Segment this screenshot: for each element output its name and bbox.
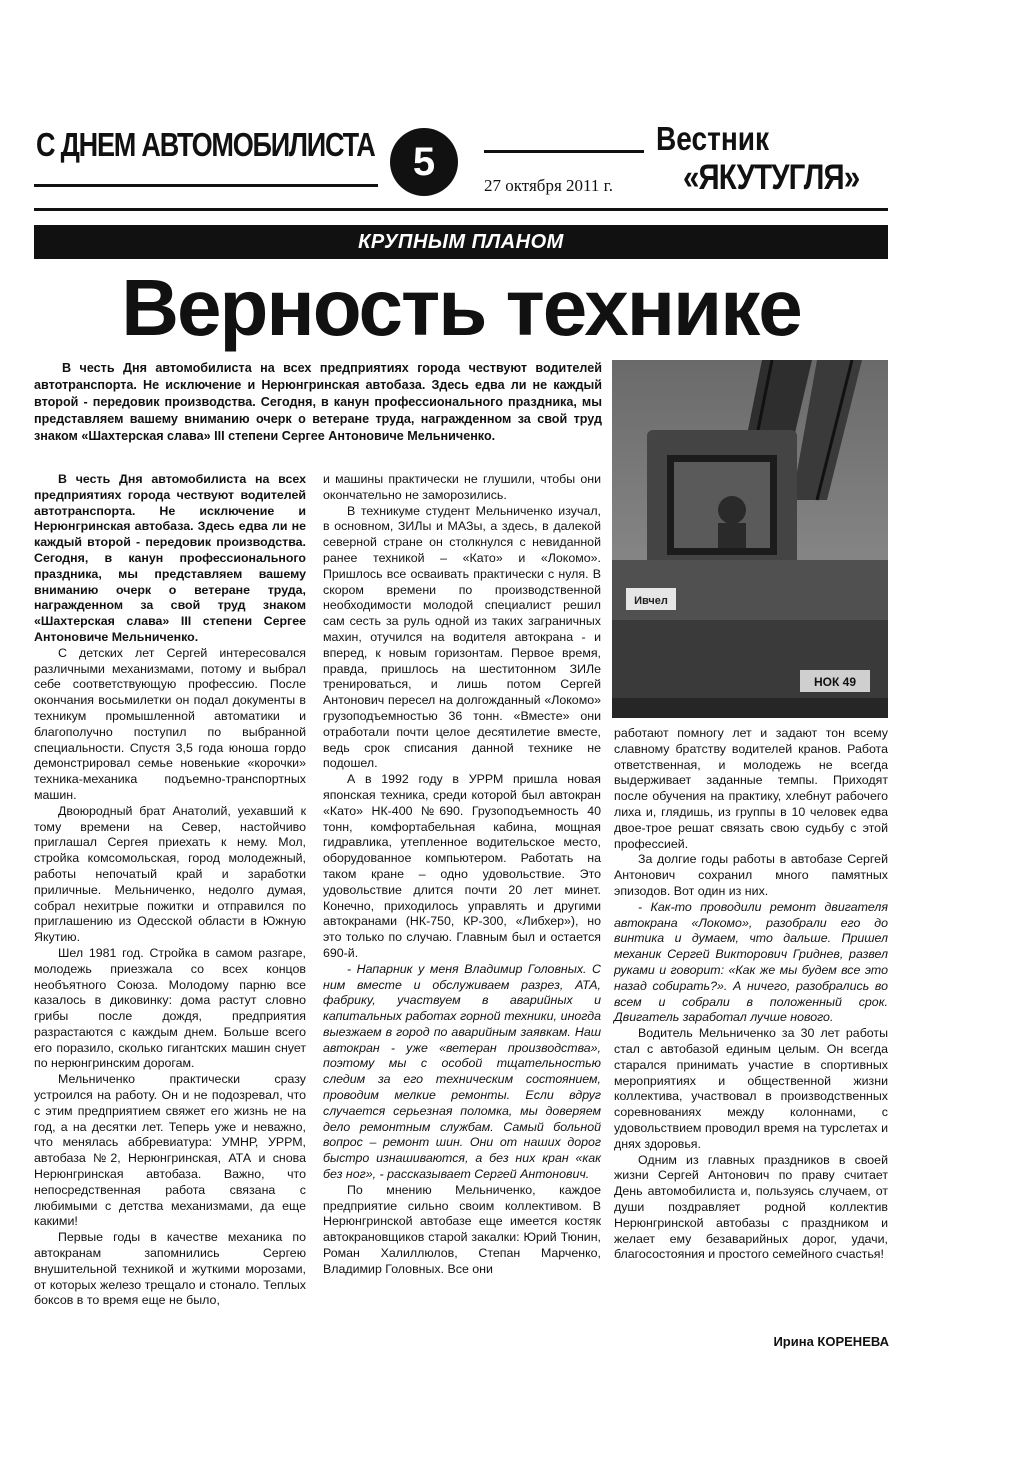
author-byline: Ирина КОРЕНЕВА bbox=[773, 1334, 889, 1349]
rubric-label: КРУПНЫМ ПЛАНОМ bbox=[358, 230, 564, 253]
column-paragraph: В техникуме студент Мельниченко изучал, в основном, ЗИЛы и МАЗы, а здесь, в далекой северной стране он столкнулся с невиданной ранее техникой – «Като» и «Локомо». Пришлось все осваивать практически с нуля. В скором времени по производственной необходимости молодой специалист решил сам сесть за руль одной из таких заграничных махин, отучился на водителя автокрана - и вперед, к новым горизонтам. Первое время, правда, пришлось на шеститонном ЗИЛе тренироваться, и лишь потом Сергей Антонович пересел на долгожданный «Локомо» грузоподъемностью 36 тонн. «Вместе» они отработали почти целое десятилетие вместе, ведь срок списания данной технике не подошел. bbox=[323, 503, 601, 771]
page-number: 5 bbox=[412, 139, 436, 184]
column-paragraph: Первые годы в качестве механика по автокранам запомнились Сергею внушительной техникой и жуткими морозами, от которых железо трещало и стонало. Теплых боксов в то время еще не было, bbox=[34, 1230, 306, 1308]
column-paragraph: По мнению Мельниченко, каждое предприятие сильно своим коллективом. В Нерюнгринской автобазе еще имеется костяк автокрановщиков старой закалки: Юрий Тюнин, Роман Халиллюлов, Степан Марченко, Владимир Головных. Все они bbox=[323, 1182, 601, 1276]
column-paragraph: Шел 1981 год. Стройка в самом разгаре, молодежь приезжала со всех концов необъятного Союза. Молодому парню все казалось в диковинку: дома растут словно грибы после дождя, предприятия разрастаются с каждым днем. Больше всего его поразило, сколько гигантских машин снует по нерюнгринским дорогам. bbox=[34, 945, 306, 1071]
column-paragraph: Водитель Мельниченко за 30 лет работы стал с автобазой единым целым. Он всегда старался принимать участие в спортивных мероприятиях и общественной жизни коллектива, участвовал в производственных соревнованиях между колоннами, с удовольствием проводил время на турслетах и днях здоровья. bbox=[614, 1026, 888, 1151]
lead-paragraph: В честь Дня автомобилиста на всех предприятиях города чествуют водителей автотранспорта. Не исключение и Нерюнгринская автобаза. Здесь едва ли не каждый второй - передовик производства. Сегодня, в канун профессионального праздника, мы представляем вашему вниманию очерк о ветеране труда, награжденном за свой труд знаком «Шахтерская слава» III степени Сергее Антоновиче Мельниченко. bbox=[34, 361, 602, 443]
page-number-badge bbox=[390, 128, 458, 196]
column-paragraph: Одним из главных праздников в своей жизни Сергей Антонович по праву считает День автомобилиста и, пользуясь случаем, от души поздравляет родной коллектив Нерюнгринской автобазы с праздником и желает ему безаварийных дорог, удачи, благосостояния и простого семейного счастья! bbox=[614, 1152, 888, 1262]
column-paragraph: За долгие годы работы в автобазе Сергей Антонович сохранил много памятных эпизодов. Вот один из них. bbox=[614, 852, 888, 898]
column-paragraph: и машины практически не глушили, чтобы они окончательно не заморозились. bbox=[323, 472, 601, 502]
date-overline bbox=[484, 150, 644, 153]
column-paragraph: В честь Дня автомобилиста на всех предприятиях города чествуют водителей автотранспорта. Не исключение и Нерюнгринская автобаза. Здесь едва ли не каждый второй - передовик производства. Сегодня, в канун профессионального праздника, мы представляем вашему вниманию очерк о ветеране труда, награжденном за свой труд знаком «Шахтерская слава» III степени Сергее Антоновиче Мельниченко. bbox=[34, 472, 306, 644]
article-column-1 bbox=[34, 472, 306, 1309]
publication-name-line2: «ЯКУТУГЛЯ» bbox=[683, 158, 860, 197]
crane-photo bbox=[612, 360, 888, 718]
header-bottom-rule bbox=[34, 208, 888, 211]
crane-sign-text: Ивчел bbox=[634, 595, 668, 607]
column-quote-paragraph: - Как-то проводили ремонт двигателя автокрана «Локомо», разобрали его до винтика и думаем, что дальше. Пришел механик Сергей Викторович Гриднев, развел руками и говорит: «Как же мы будем все это назад собирать?». А ничего, разобрались во всем и собрали в положенный срок. Двигатель заработал лучше нового. bbox=[614, 899, 888, 1025]
article-column-3 bbox=[614, 726, 888, 1263]
column-quote-paragraph: - Напарник у меня Владимир Головных. С ним вместе и обслуживаем разрез, АТА, фабрику, участвуем в аварийных и капитальных работах горной техники, иногда выезжаем в город по аварийным заявкам. Наш автокран - уже «ветеран производства», поэтому мы с особой тщательностью следим за его техническим состоянием, проводим мелкие ремонты. Если вдруг случается серьезная поломка, мы доверяем дело ремонтным службам. Самый больной вопрос – ремонт шин. Они от наших дорог быстро изнашиваются, а без них кран «как без ног», - рассказывает Сергей Антонович. bbox=[323, 961, 601, 1182]
column-paragraph: Мельниченко практически сразу устроился на работу. Он и не подозревал, что с этим предприятием свяжет его жизнь не на год, а на десятки лет. Теперь уже и неважно, что менялась аббревиатура: УМНР, УРРМ, автобаза №2, Нерюнгринская, АТА и снова Нерюнгринская автобаза. Важно, что непосредственная работа связана с любимыми с детства механизмами, да еще какими! bbox=[34, 1072, 306, 1229]
article-column-2 bbox=[323, 472, 601, 1278]
publication-name-line1: Вестник bbox=[656, 120, 770, 157]
section-title-underline bbox=[34, 184, 378, 187]
column-paragraph: Двоюродный брат Анатолий, уехавший к тому времени на Север, настойчиво приглашал Сергея приехать к нему. Мол, стройка комсомольская, город молодежный, работы непочатый край и заработки приличные. Мельниченко, недолго думая, собрал нехитрые пожитки и отправился по приглашению из Одесской области в Южную Якутию. bbox=[34, 803, 306, 945]
crane-plate-text: НОК 49 bbox=[813, 675, 857, 689]
column-paragraph: С детских лет Сергей интересовался различными механизмами, потому и выбрал себе соответствующую профессию. После окончания восьмилетки он подал документы в техникум промышленной автоматики и благополучно поступил по выбранной специальности. Спустя 3,5 года юноша гордо демонстрировал семье новенькие «корочки» техника-механика подъемно-транспортных машин. bbox=[34, 645, 306, 802]
column-paragraph: работают помногу лет и задают тон всему славному братству водителей кранов. Работа ответственная, и молодежь не всегда выдерживает заданные темпы. Приходят после обучения на практику, хлебнут рабочего лиха и, глядишь, из группы в 10 человек едва двое-трое решат связать свою судьбу с этой профессией. bbox=[614, 726, 888, 851]
column-paragraph: А в 1992 году в УРРМ пришла новая японская техника, среди которой был автокран «Като» НК-400 №690. Грузоподъемность 40 тонн, комфортабельная кабина, мощная гидравлика, утепленное водительское место, оборудованное компьютером. Работать на таком кране – одно удовольствие. Это удовольствие длится почти 20 лет минет. Конечно, приходилось управлять и другими автокранами (НК-750, КР-300, «Либхер»), но это только по случаю. Главным был и остается 690-й. bbox=[323, 772, 601, 960]
issue-date: 27 октября 2011 г. bbox=[484, 176, 613, 195]
headline: Верность технике bbox=[121, 263, 801, 352]
section-title: С ДНЕМ АВТОМОБИЛИСТА bbox=[36, 126, 375, 163]
rubric-bar bbox=[34, 225, 888, 259]
